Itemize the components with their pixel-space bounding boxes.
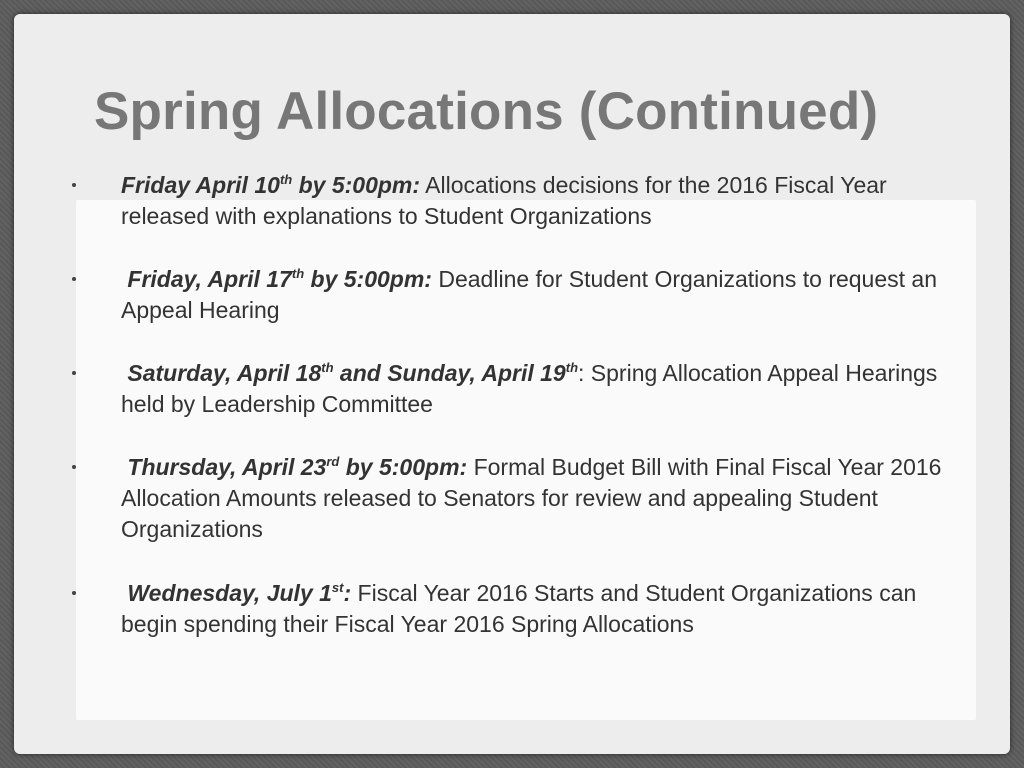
bullet-dot-icon [72, 277, 76, 281]
bullet-lead-text: Thursday, April 23 [121, 454, 327, 480]
slide-title: Spring Allocations (Continued) [94, 82, 879, 141]
ordinal-suffix: th [279, 172, 293, 187]
bullet-lead-text: : [343, 580, 352, 606]
ordinal-suffix: rd [326, 454, 340, 469]
bullet-body: Allocations decisions for the 2016 Fiscal Year released with explanations to Student Organizations [121, 172, 887, 229]
ordinal-suffix: th [291, 266, 305, 281]
bullet-lead [121, 172, 420, 198]
bullet-lead [121, 266, 432, 292]
bullet-lead-text: by 5:00pm: [304, 266, 432, 292]
bullet-text [121, 452, 951, 545]
bullet-body: : Spring Allocation Appeal Hearings held by Leadership Committee [121, 360, 938, 417]
bullet-lead [121, 454, 467, 480]
bullet-body: Deadline for Student Organizations to request an Appeal Hearing [121, 266, 938, 323]
bullet-dot-icon [72, 591, 76, 595]
bullet-text [121, 264, 951, 326]
bullet-body: Formal Budget Bill with Final Fiscal Year 2016 Allocation Amounts released to Senators for review and appealing Student Organizations [121, 454, 942, 542]
ordinal-suffix: th [321, 360, 334, 375]
bullet-body: Fiscal Year 2016 Starts and Student Organizations can begin spending their Fiscal Year 2016 Spring Allocations [121, 580, 917, 637]
bullet-text [121, 358, 951, 420]
bullet-dot-icon [72, 183, 76, 187]
ordinal-suffix: th [565, 360, 579, 375]
bullet-lead-text: by 5:00pm: [339, 454, 468, 480]
ordinal-suffix: st [331, 580, 344, 595]
slide [14, 14, 1010, 754]
bullet-text [121, 170, 951, 232]
bullet-lead [121, 580, 351, 606]
bullet-lead-text: by 5:00pm: [292, 172, 421, 198]
bullet-dot-icon [72, 465, 76, 469]
bullet-lead-text: Friday April 10 [121, 172, 280, 198]
bullet-lead-text: Wednesday, July 1 [121, 580, 332, 606]
bullet-lead-text: and Sunday, April 19 [333, 360, 566, 386]
bullet-lead-text: Friday, April 17 [121, 266, 292, 292]
bullet-lead [121, 360, 578, 386]
bullet-lead-text: Saturday, April 18 [121, 360, 322, 386]
bullet-text [121, 578, 951, 640]
bullet-dot-icon [72, 371, 76, 375]
